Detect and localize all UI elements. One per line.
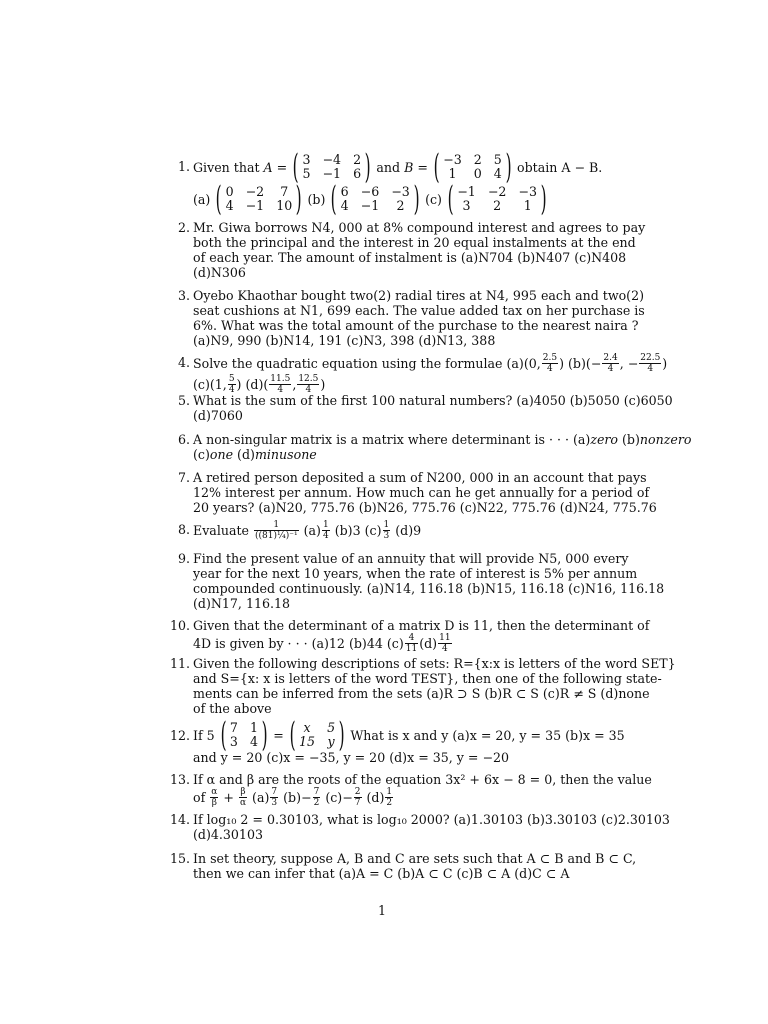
denominator: 4: [305, 385, 312, 395]
text-line: A retired person deposited a sum of N200, 000 in an account that pays: [193, 470, 647, 485]
q2-text: [193, 220, 646, 280]
q4-text: Solve the quadratic equation using the formulae (a)(0,: [193, 356, 541, 371]
q13-line-1: If α and β are the roots of the equation 3x² + 6x − 8 = 0, then the value: [193, 772, 652, 787]
numerator: 2.4: [603, 353, 618, 363]
text-line: of the above: [193, 701, 272, 716]
denominator: 2: [313, 798, 320, 808]
matrix-cell: −6: [360, 184, 380, 199]
q11-text: [193, 656, 676, 716]
question-11: [168, 656, 676, 716]
question-8: [168, 520, 608, 541]
numerator: 2.5: [542, 353, 558, 363]
q13-text: of: [193, 790, 206, 805]
matrix-cell: 2: [396, 198, 405, 213]
q13-text: +: [223, 790, 234, 805]
matrix-cell: 6: [353, 166, 362, 181]
question-number: 3.: [177, 288, 190, 303]
text-line: then we can infer that (a)A = C (b)A ⊂ C (c)B ⊂ A (d)C ⊂ A: [193, 866, 570, 881]
matrix-cell: y: [327, 734, 335, 749]
q13-line-2: [193, 787, 608, 808]
matrix-cell: 1: [249, 720, 258, 735]
matrix-entries: [341, 185, 410, 213]
q4-text: ) (b)(−: [559, 356, 602, 371]
matrix-cell: 1: [523, 198, 532, 213]
q1-text: Given that: [193, 159, 260, 175]
q13-text: (d): [366, 790, 385, 805]
text-line: Oyebo Khaothar bought two(2) radial tires at N4, 995 each and two(2): [193, 288, 645, 303]
var-b: B: [404, 159, 414, 175]
question-number: 1.: [177, 159, 190, 174]
denominator: 4: [228, 385, 235, 395]
q12-text: If 5: [193, 727, 215, 743]
text-line: year for the next 10 years, when the rate of interest is 5% per annum: [193, 566, 638, 581]
matrix-cell: 4: [340, 198, 349, 213]
q7-text: [193, 470, 657, 515]
q12-line-1: [193, 715, 625, 755]
fraction: [270, 787, 278, 808]
denominator: 4: [647, 364, 654, 374]
fraction: [254, 520, 299, 541]
equals: =: [276, 159, 288, 175]
text-line: ments can be inferred from the sets (a)R ⊃ S (b)R ⊂ S (c)R ≠ S (d)none: [193, 686, 650, 701]
q4-text: ): [320, 377, 326, 392]
text-line: of each year. The amount of instalment is (a)N704 (b)N407 (c)N408: [193, 250, 627, 265]
matrix-cell: −1: [322, 166, 342, 181]
q13-text: (b)−: [283, 790, 312, 805]
matrix-cell: 2: [473, 152, 482, 167]
denominator: 4: [607, 364, 614, 374]
q4-line-2: [193, 374, 608, 395]
option-c-matrix: ( −1 −2 −3 3 2 1 ): [447, 179, 547, 219]
text-line: (d)N17, 116.18: [193, 596, 291, 611]
fraction: [313, 787, 321, 808]
question-4: [168, 353, 668, 395]
text-line: 6%. What was the total amount of the purchase to the nearest naira ?: [193, 318, 639, 333]
question-number: 14.: [169, 812, 190, 827]
q12-text: What is x and y (a)x = 20, y = 35 (b)x = 35: [350, 727, 625, 743]
denominator: 11: [405, 644, 418, 654]
denominator: α: [239, 798, 247, 808]
matrix-cell: −3: [518, 184, 537, 199]
numerator: 22.5: [640, 353, 661, 363]
text-line: compounded continuously. (a)N14, 116.18 (b)N15, 116.18 (c)N16, 116.18: [193, 581, 665, 596]
q6-text: (d): [233, 447, 255, 462]
question-number: 5.: [177, 393, 190, 408]
equals: =: [273, 727, 284, 743]
q9-text: [193, 551, 665, 611]
question-number: 13.: [169, 772, 190, 787]
q10-text: (d): [419, 636, 438, 651]
matrix-cell: −3: [443, 152, 462, 167]
q8-line: [193, 520, 608, 541]
matrix-cell: 1: [448, 166, 457, 181]
q1-obtain: obtain A − B.: [517, 159, 603, 175]
matrix-cell: 4: [249, 734, 258, 749]
text-line: Find the present value of an annuity that will provide N5, 000 every: [193, 551, 629, 566]
question-9: [168, 551, 665, 611]
question-number: 8.: [177, 522, 190, 537]
question-number: 6.: [177, 432, 190, 447]
matrix-cell: −4: [322, 152, 342, 167]
matrix-cell: −2: [245, 184, 265, 199]
text-line: Mr. Giwa borrows N4, 000 at 8% compound interest and agrees to pay: [193, 220, 646, 235]
option-minusone: minusone: [254, 447, 317, 462]
q13-text: (a): [252, 790, 270, 805]
matrix-cell: 5: [327, 720, 336, 735]
q6-line-2: [193, 447, 608, 462]
denominator: 7: [354, 798, 361, 808]
matrix-cell: 15: [299, 734, 316, 749]
numerator: 11.5: [270, 374, 291, 384]
question-number: 7.: [177, 470, 190, 485]
fraction: [228, 374, 236, 395]
question-1: [168, 147, 608, 219]
matrix-entries: [226, 185, 293, 213]
numerator: 2: [354, 787, 361, 797]
question-2: [168, 220, 646, 280]
fraction: [322, 520, 330, 541]
matrix-entries: [457, 185, 537, 213]
numerator: 1: [386, 787, 393, 797]
option-c-label: (c): [425, 191, 442, 207]
q4-text: (c)(1,: [193, 377, 227, 392]
denominator: 3: [383, 531, 390, 541]
q6-line-1: [193, 432, 692, 447]
matrix-cell: 4: [225, 198, 234, 213]
fraction: [210, 787, 218, 808]
page-number: 1: [378, 903, 387, 918]
question-number: 15.: [169, 851, 190, 866]
matrix-cell: −1: [360, 198, 380, 213]
q3-text: [193, 288, 645, 348]
fraction: [354, 787, 362, 808]
matrix-cell: 5: [493, 152, 502, 167]
q6-text: (b): [618, 432, 640, 447]
q8-text: (d)9: [395, 523, 422, 538]
question-5: [168, 393, 673, 423]
question-number: 11.: [169, 656, 190, 671]
question-number: 12.: [169, 728, 190, 743]
option-nonzero: nonzero: [639, 432, 692, 447]
numerator: α: [211, 787, 218, 797]
denominator: 4: [441, 644, 448, 654]
fraction: [542, 353, 558, 374]
denominator: 2: [386, 798, 393, 808]
matrix-right: ( x 5 15 y ): [289, 715, 345, 755]
q1-and: and: [376, 159, 401, 175]
fraction: [239, 787, 247, 808]
option-a-label: (a): [193, 191, 211, 207]
denominator: β: [211, 798, 217, 808]
q5-text: [193, 393, 673, 423]
matrix-cell: 4: [493, 166, 502, 181]
matrix-entries: [443, 153, 502, 181]
matrix-cell: 2: [493, 198, 502, 213]
fraction: [405, 633, 418, 654]
numerator: 1: [383, 520, 390, 530]
q10-line-2: [193, 633, 608, 654]
fraction: [602, 353, 618, 374]
option-b-matrix: ( 6 −6 −3 4 −1 2 ): [331, 179, 420, 219]
text-line: 12% interest per annum. How much can he get annually for a period of: [193, 485, 650, 500]
fraction: [269, 374, 291, 395]
text-line: 20 years? (a)N20, 775.76 (b)N26, 775.76 (c)N22, 775.76 (d)N24, 775.76: [193, 500, 657, 515]
matrix-cell: −2: [487, 184, 507, 199]
question-3: [168, 288, 645, 348]
matrix-cell: x: [303, 720, 311, 735]
q4-text: , −: [619, 356, 639, 371]
matrix-cell: 3: [462, 198, 471, 213]
matrix-entries: [299, 721, 335, 749]
matrix-cell: 7: [229, 720, 238, 735]
q4-text: ) (d)(: [236, 377, 269, 392]
matrix-entries: [230, 721, 258, 749]
matrix-left: ( 7 1 3 4 ): [220, 715, 268, 755]
denominator: ((81)¼)⁻¹: [255, 531, 298, 541]
matrix-entries: [302, 153, 361, 181]
numerator: 7: [271, 787, 278, 797]
question-number: 10.: [169, 618, 190, 633]
numerator: 5: [228, 374, 235, 384]
question-15: [168, 851, 637, 881]
matrix-cell: 5: [302, 166, 311, 181]
matrix-cell: 6: [340, 184, 349, 199]
text-line: If log₁₀ 2 = 0.30103, what is log₁₀ 2000? (a)1.30103 (b)3.30103 (c)2.30103: [193, 812, 670, 827]
numerator: 1: [254, 520, 299, 531]
q10-line-1: Given that the determinant of a matrix D is 11, then the determinant of: [193, 618, 650, 633]
q15-text: [193, 851, 637, 881]
question-number: 9.: [177, 551, 190, 566]
fraction: [438, 633, 451, 654]
matrix-cell: 0: [225, 184, 234, 199]
question-7: [168, 470, 657, 515]
q4-line-1: [193, 353, 668, 374]
text-line: (a)N9, 990 (b)N14, 191 (c)N3, 398 (d)N13, 388: [193, 333, 496, 348]
text-line: seat cushions at N1, 699 each. The value added tax on her purchase is: [193, 303, 645, 318]
option-zero: zero: [590, 432, 619, 447]
matrix-b: ( −3 2 5 1 0 4 ): [433, 147, 512, 187]
numerator: 1: [322, 520, 329, 530]
question-number: 4.: [177, 355, 190, 370]
denominator: 3: [271, 798, 278, 808]
q12-line-2: and y = 20 (c)x = −35, y = 20 (d)x = 35, y = −20: [193, 750, 510, 765]
q8-text: (b)3 (c): [334, 523, 382, 538]
question-10: [168, 618, 650, 654]
numerator: 4: [405, 633, 418, 644]
q8-text: Evaluate: [193, 523, 249, 538]
question-6: [168, 432, 692, 462]
q6-text: A non-singular matrix is a matrix where determinant is · · · (a): [193, 432, 591, 447]
text-line: What is the sum of the first 100 natural numbers? (a)4050 (b)5050 (c)6050: [193, 393, 673, 408]
q6-text: (c): [193, 447, 210, 462]
q10-text: 4D is given by · · · (a)12 (b)44 (c): [193, 636, 404, 651]
numerator: β: [240, 787, 246, 797]
matrix-cell: −1: [457, 184, 476, 199]
q8-text: (a): [303, 523, 321, 538]
q1-options: [193, 179, 608, 219]
fraction: [383, 520, 391, 541]
denominator: 4: [277, 385, 284, 395]
q13-text: (c)−: [325, 790, 353, 805]
text-line: Given the following descriptions of sets: R={x:x is letters of the word SET}: [193, 656, 676, 671]
matrix-cell: 3: [302, 152, 311, 167]
matrix-cell: −1: [245, 198, 265, 213]
question-14: [168, 812, 670, 842]
fraction: [385, 787, 393, 808]
question-12: [168, 715, 625, 765]
text-line: both the principal and the interest in 20 equal instalments at the end: [193, 235, 636, 250]
matrix-cell: 7: [280, 184, 289, 199]
option-b-label: (b): [307, 191, 326, 207]
denominator: 4: [322, 531, 329, 541]
text-line: and S={x: x is letters of the word TEST}, then one of the following state-: [193, 671, 662, 686]
q1-line-1: Given that A = ( 3 −4 2 5 −1 6 ) and B = ( −3 2 5 1 0 4 ) obtain A − B.: [193, 147, 603, 187]
numerator: 11: [439, 633, 451, 643]
option-a-matrix: ( 0 −2 7 4 −1 10 ): [215, 179, 302, 219]
numerator: 7: [313, 787, 320, 797]
fraction: [639, 353, 661, 374]
option-one: one: [209, 447, 234, 462]
text-line: In set theory, suppose A, B and C are sets such that A ⊂ B and B ⊂ C,: [193, 851, 637, 866]
text-line: (d)N306: [193, 265, 246, 280]
fraction: [297, 374, 319, 395]
denominator: 4: [547, 364, 553, 374]
q4-text: ,: [292, 377, 297, 392]
q14-text: [193, 812, 670, 842]
matrix-a: ( 3 −4 2 5 −1 6 ): [292, 147, 371, 187]
question-number: 2.: [177, 220, 190, 235]
numerator: 12.5: [298, 374, 319, 384]
matrix-cell: 2: [353, 152, 362, 167]
text-line: (d)4.30103: [193, 827, 263, 842]
matrix-cell: 3: [229, 734, 238, 749]
question-13: [168, 772, 652, 808]
q4-text: ): [662, 356, 668, 371]
matrix-cell: 0: [473, 166, 482, 181]
text-line: (d)7060: [193, 408, 243, 423]
matrix-cell: −3: [391, 184, 410, 199]
var-a: A: [263, 159, 273, 175]
matrix-cell: 10: [276, 198, 293, 213]
